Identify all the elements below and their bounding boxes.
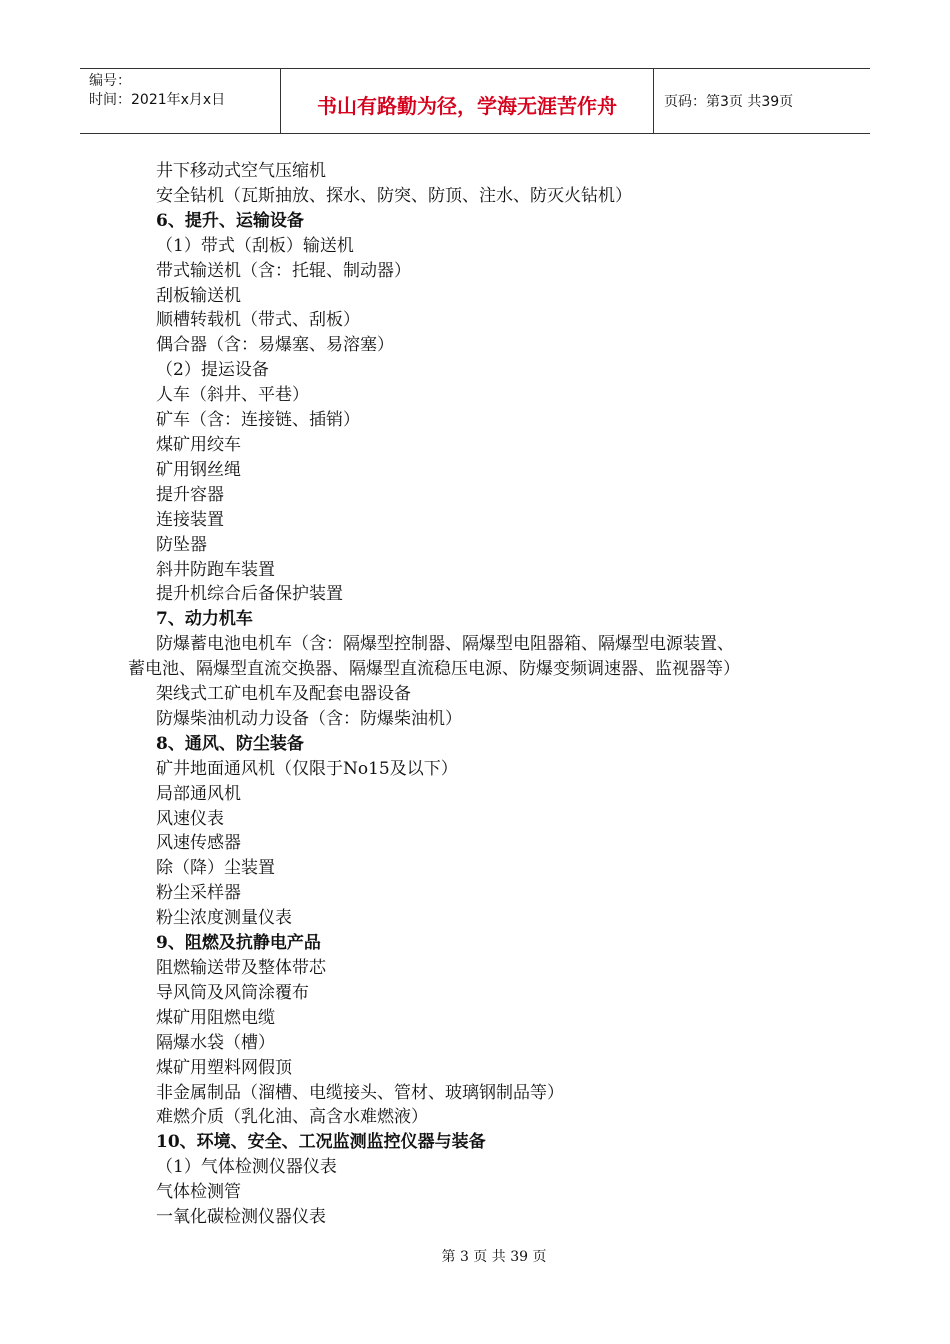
- document-number-label: 编号：: [89, 73, 131, 89]
- list-item: 斜井防跑车装置: [156, 559, 275, 580]
- list-item: 局部通风机: [156, 783, 241, 804]
- list-item: 一氧化碳检测仪器仪表: [156, 1207, 326, 1228]
- list-item: 隔爆水袋（槽）: [156, 1032, 275, 1053]
- list-item: 人车（斜井、平巷）: [156, 385, 309, 406]
- header-page-info: 页码：第3页 共39页: [664, 94, 794, 110]
- page-footer: 第 3 页 共 39 页: [441, 1249, 547, 1265]
- list-item: 矿用钢丝绳: [156, 459, 241, 480]
- list-item: （2）提运设备: [156, 360, 269, 381]
- list-item: （1）气体检测仪器仪表: [156, 1157, 337, 1178]
- list-item: 矿井地面通风机（仅限于No15及以下）: [156, 758, 458, 779]
- section-heading: 6、提升、运输设备: [156, 210, 304, 231]
- list-item: 煤矿用塑料网假顶: [156, 1057, 292, 1078]
- list-item: 防爆柴油机动力设备（含：防爆柴油机）: [156, 708, 462, 729]
- list-item: 连接装置: [156, 509, 224, 530]
- list-item: 煤矿用绞车: [156, 434, 241, 455]
- header-meta: [80, 69, 281, 133]
- list-item: 粉尘采样器: [156, 883, 241, 904]
- page-header: [80, 68, 870, 134]
- list-item: 安全钻机（瓦斯抽放、探水、防突、防顶、注水、防灭火钻机）: [156, 185, 632, 206]
- list-item: 难燃介质（乳化油、高含水难燃液）: [156, 1107, 428, 1128]
- list-item: 阻燃输送带及整体带芯: [156, 958, 326, 978]
- section-heading: 8、通风、防尘装备: [156, 733, 304, 754]
- header-motto: 书山有路勤为径，学海无涯苦作舟: [281, 69, 654, 133]
- list-item: 矿车（含：连接链、插销）: [156, 410, 360, 431]
- list-item: 粉尘浓度测量仪表: [156, 908, 292, 929]
- list-item: 刮板输送机: [156, 285, 241, 306]
- list-item: 井下移动式空气压缩机: [156, 161, 326, 181]
- list-item: 蓄电池、隔爆型直流交换器、隔爆型直流稳压电源、防爆变频调速器、监视器等）: [128, 659, 740, 680]
- list-item: 非金属制品（溜槽、电缆接头、管材、玻璃钢制品等）: [156, 1082, 564, 1103]
- section-heading: 7、动力机车: [156, 609, 253, 630]
- list-item: 架线式工矿电机车及配套电器设备: [156, 684, 411, 705]
- list-item: （1）带式（刮板）输送机: [156, 235, 354, 256]
- list-item: 防爆蓄电池电机车（含：隔爆型控制器、隔爆型电阻器箱、隔爆型电源装置、: [156, 634, 734, 655]
- list-item: 风速传感器: [156, 833, 241, 854]
- list-item: 煤矿用阻燃电缆: [156, 1007, 275, 1028]
- document-time-label: 时间：2021年x月x日: [89, 92, 226, 108]
- list-item: 提升机综合后备保护装置: [156, 584, 343, 605]
- section-heading: 9、阻燃及抗静电产品: [156, 933, 321, 954]
- list-item: 偶合器（含：易爆塞、易溶塞）: [156, 335, 394, 356]
- list-item: 顺槽转载机（带式、刮板）: [156, 310, 360, 331]
- list-item: 除（降）尘装置: [156, 858, 275, 879]
- section-heading: 10、环境、安全、工况监测监控仪器与装备: [156, 1132, 486, 1153]
- list-item: 气体检测管: [156, 1182, 241, 1203]
- list-item: 防坠器: [156, 534, 207, 555]
- list-item: 带式输送机（含：托辊、制动器）: [156, 260, 411, 281]
- document-body: [128, 159, 828, 1230]
- list-item: 提升容器: [156, 484, 224, 505]
- list-item: 风速仪表: [156, 808, 224, 829]
- list-item: 导风筒及风筒涂覆布: [156, 982, 309, 1003]
